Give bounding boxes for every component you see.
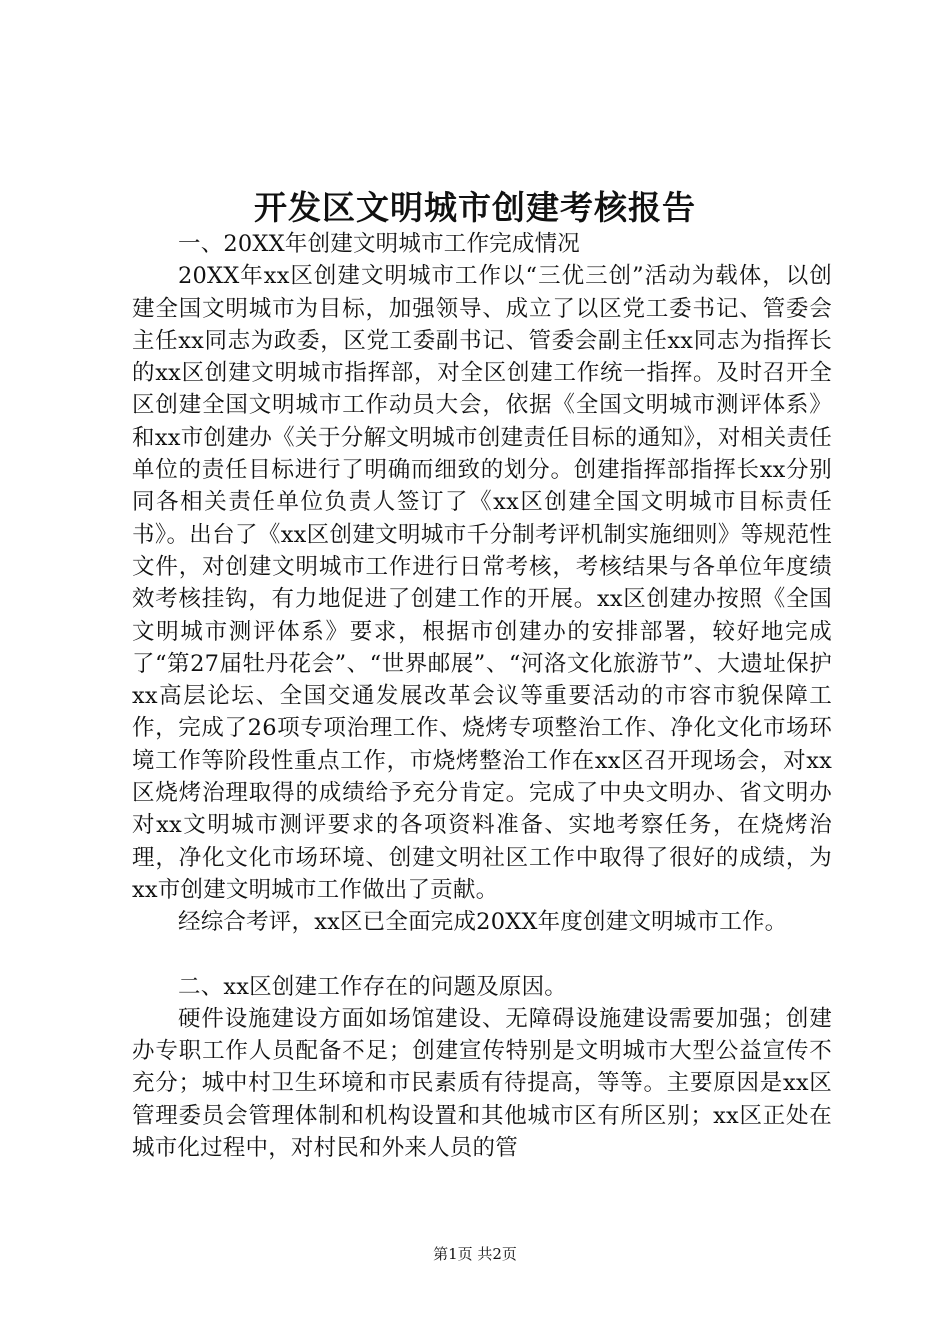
document-body xyxy=(132,228,832,1164)
body-paragraph: 20XX年xx区创建文明城市工作以“三优三创”活动为载体，以创建全国文明城市为目标，加强领导、成立了以区党工委书记、管委会主任xx同志为政委，区党工委副书记、管委会副主任xx同志为指挥长的xx区创建文明城市指挥部，对全区创建工作统一指挥。及时召开全区创建全国文明城市工作动员大会，依据《全国文明城市测评体系》和xx市创建办《关于分解文明城市创建责任目标的通知》，对相关责任单位的责任目标进行了明确而细致的划分。创建指挥部指挥长xx分别同各相关责任单位负责人签订了《xx区创建全国文明城市目标责任书》。出台了《xx区创建文明城市千分制考评机制实施细则》等规范性文件，对创建文明城市工作进行日常考核，考核结果与各单位年度绩效考核挂钩，有力地促进了创建工作的开展。xx区创建办按照《全国文明城市测评体系》要求，根据市创建办的安排部署，较好地完成了“第27届牡丹花会”、“世界邮展”、“河洛文化旅游节”、大遗址保护xx高层论坛、全国交通发展改革会议等重要活动的市容市貌保障工作，完成了26项专项治理工作、烧烤专项整治工作、净化文化市场环境工作等阶段性重点工作，市烧烤整治工作在xx区召开现场会，对xx区烧烤治理取得的成绩给予充分肯定。完成了中央文明办、省文明办对xx文明城市测评要求的各项资料准备、实地考察任务，在烧烤治理，净化文化市场环境、创建文明社区工作中取得了很好的成绩，为xx市创建文明城市工作做出了贡献。 xyxy=(132,263,832,903)
document-title: 开发区文明城市创建考核报告 xyxy=(254,188,696,227)
body-paragraph: 硬件设施建设方面如场馆建设、无障碍设施建设需要加强；创建办专职工作人员配备不足；创建宣传特别是文明城市大型公益宣传不充分；城中村卫生环境和市民素质有待提高，等等。主要原因是xx区管理委员会管理体制和机构设置和其他城市区有所区别；xx区正处在城市化过程中，对村民和外来人员的管 xyxy=(132,1005,832,1162)
section-heading: 二、xx区创建工作存在的问题及原因。 xyxy=(178,973,567,1000)
page-footer: 第1页 共2页 xyxy=(433,1245,517,1263)
body-paragraph: 经综合考评，xx区已全面完成20XX年度创建文明城市工作。 xyxy=(178,909,788,936)
section-spacer xyxy=(132,939,832,971)
section-heading: 一、20XX年创建文明城市工作完成情况 xyxy=(178,231,580,257)
